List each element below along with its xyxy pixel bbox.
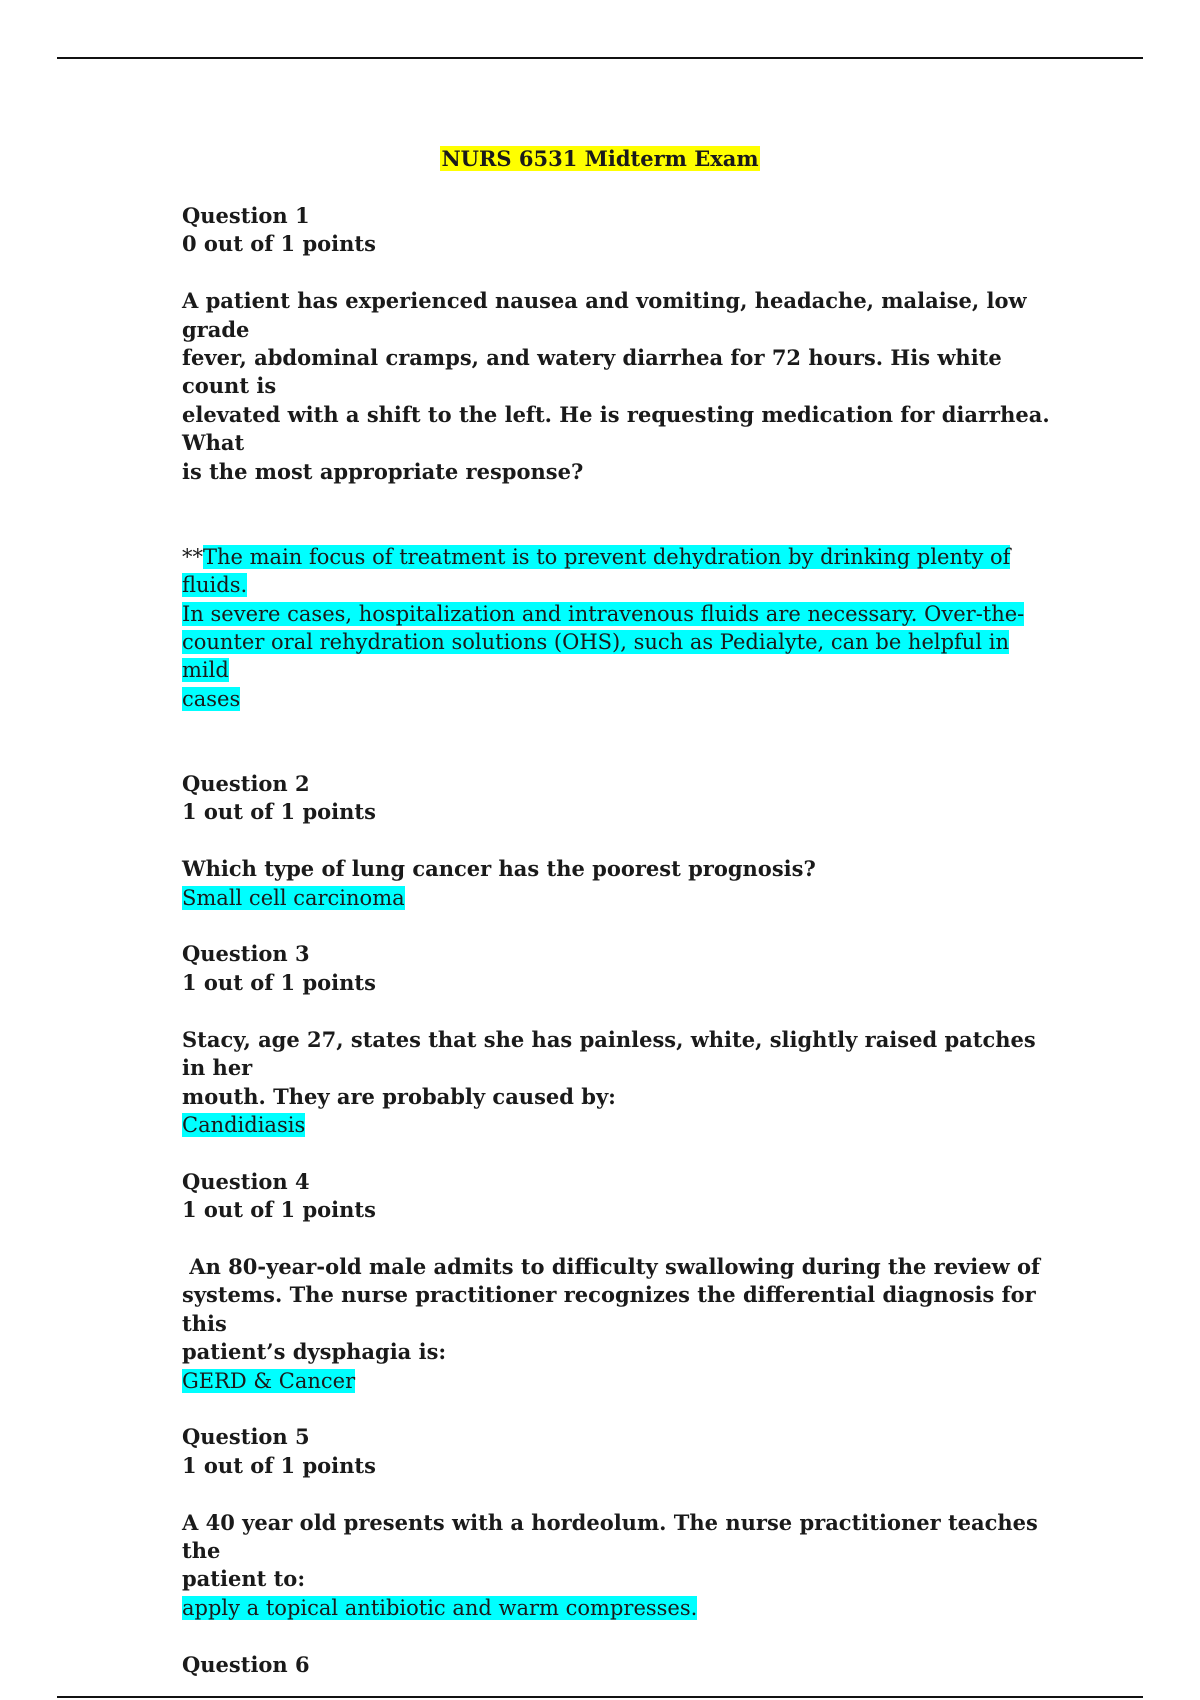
- question-prompt-line: A 40 year old presents with a hordeolum. The nurse practitioner teaches the: [182, 1509, 1038, 1563]
- question-prompt-line: elevated with a shift to the left. He is requesting medication for diarrhea. What: [182, 401, 1050, 456]
- bottom-rule: [57, 1696, 1143, 1698]
- title-block: [0, 146, 1200, 172]
- question-prompt-line: patient to:: [182, 1566, 306, 1592]
- question-prompt-line: is the most appropriate response?: [182, 458, 584, 484]
- question-prompt-line: fever, abdominal cramps, and watery diarrhea for 72 hours. His white count is: [182, 345, 1002, 399]
- answer-line: [182, 685, 1062, 713]
- question-block: [182, 940, 1062, 1167]
- answer-text: The main focus of treatment is to prevent dehydration by drinking plenty of fluids.: [182, 544, 1011, 598]
- question-block: [182, 770, 1062, 940]
- question-heading: Question 4: [182, 1168, 310, 1194]
- answer-line: [182, 628, 1062, 685]
- question-score: 1 out of 1 points: [182, 1197, 376, 1223]
- question-block: [182, 1651, 1062, 1679]
- answer-line: [182, 884, 1062, 912]
- exam-content: [182, 202, 1062, 1679]
- question-heading: Question 3: [182, 941, 310, 967]
- question-score: 1 out of 1 points: [182, 969, 376, 995]
- answer-text: apply a topical antibiotic and warm compresses.: [182, 1595, 698, 1620]
- question-heading: Question 1: [182, 203, 310, 228]
- question-block: [182, 1168, 1062, 1424]
- question-block: [182, 1423, 1062, 1650]
- question-block: [182, 202, 1062, 770]
- answer-line: [182, 600, 1062, 628]
- question-score: 0 out of 1 points: [182, 231, 376, 257]
- answer-text: counter oral rehydration solutions (OHS), such as Pedialyte, can be helpful in mild: [182, 630, 1009, 683]
- question-prompt-line: Stacy, age 27, states that she has painless, white, slightly raised patches in her: [182, 1026, 1036, 1081]
- answer-line: [182, 1111, 1062, 1139]
- question-score: 1 out of 1 points: [182, 799, 376, 825]
- question-score: 1 out of 1 points: [182, 1452, 376, 1478]
- question-heading: Question 2: [182, 771, 310, 797]
- question-prompt-line: mouth. They are probably caused by:: [182, 1083, 616, 1109]
- question-heading: Question 5: [182, 1424, 310, 1450]
- question-prompt-line: patient’s dysphagia is:: [182, 1339, 447, 1365]
- question-heading: Question 6: [182, 1651, 310, 1677]
- answer-text: Candidiasis: [182, 1112, 306, 1137]
- answer-text: In severe cases, hospitalization and intravenous fluids are necessary. Over-the-: [182, 601, 1025, 626]
- top-rule: [57, 57, 1143, 59]
- answer-text: Small cell carcinoma: [182, 885, 405, 910]
- answer-line: [182, 1367, 1062, 1395]
- question-prompt-line: A patient has experienced nausea and vomiting, headache, malaise, low grade: [182, 288, 1027, 342]
- answer-line: [182, 543, 1062, 600]
- question-prompt-line: systems. The nurse practitioner recognizes the differential diagnosis for this: [182, 1282, 1036, 1336]
- document-title: NURS 6531 Midterm Exam: [441, 146, 759, 171]
- answer-text: cases: [182, 686, 241, 711]
- question-prompt-line: An 80-year-old male admits to difficulty swallowing during the review of: [182, 1253, 1041, 1279]
- answer-line: [182, 1594, 1062, 1622]
- question-prompt-line: Which type of lung cancer has the poorest prognosis?: [182, 856, 816, 882]
- answer-prefix: **: [182, 544, 203, 569]
- answer-text: GERD & Cancer: [182, 1368, 356, 1393]
